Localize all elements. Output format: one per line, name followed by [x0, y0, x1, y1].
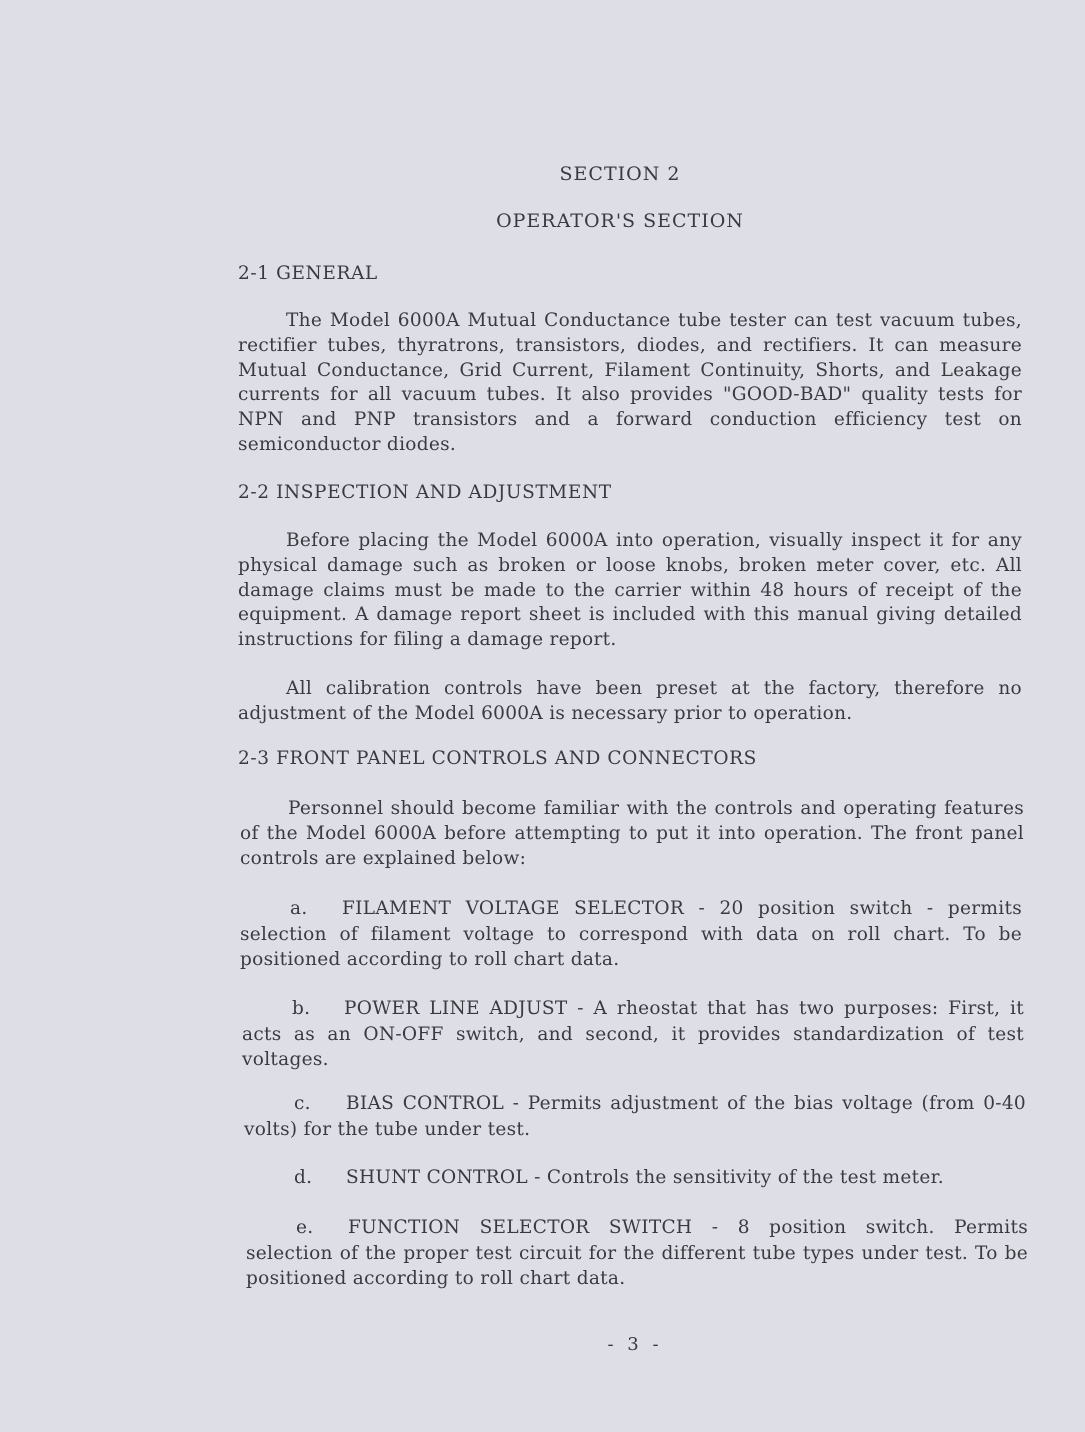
item-label: a. [290, 898, 308, 919]
item-text: BIAS CONTROL - Permits adjustment of the bias voltage (from 0-40 volts) for the tube under test. [244, 1093, 1026, 1140]
list-item [244, 1091, 1026, 1142]
list-item [240, 896, 1022, 973]
item-label: e. [296, 1217, 314, 1238]
item-label: d. [294, 1167, 313, 1188]
paragraph-calibration: All calibration controls have been preset at the factory, therefore no adjustment of the Model 6000A is necessary prior to operation. [238, 678, 1022, 724]
page-number: - 3 - [607, 1334, 663, 1355]
list-item [246, 1215, 1028, 1292]
list-item [242, 996, 1024, 1073]
section-subtitle: OPERATOR'S SECTION [496, 210, 744, 232]
item-text: SHUNT CONTROL - Controls the sensitivity of the test meter. [346, 1167, 944, 1188]
list-item [244, 1165, 1026, 1191]
heading-inspection: 2-2 INSPECTION AND ADJUSTMENT [238, 482, 612, 503]
item-label: c. [294, 1093, 311, 1114]
item-label: b. [292, 998, 311, 1019]
item-text: FILAMENT VOLTAGE SELECTOR - 20 position switch - permits selection of filament voltage to correspond with data on roll chart. To be positioned according to roll chart data. [240, 898, 1022, 970]
heading-controls: 2-3 FRONT PANEL CONTROLS AND CONNECTORS [238, 748, 757, 769]
heading-general: 2-1 GENERAL [238, 263, 378, 284]
item-text: POWER LINE ADJUST - A rheostat that has two purposes: First, it acts as an ON-OFF switch, and second, it provides standardization of test voltages. [242, 998, 1024, 1070]
item-text: FUNCTION SELECTOR SWITCH - 8 position switch. Permits selection of the proper test circuit for the different tube types under test. To be positioned according to roll chart data. [246, 1217, 1028, 1289]
paragraph-general: The Model 6000A Mutual Conductance tube tester can test vacuum tubes, rectifier tubes, thyratrons, transistors, diodes, and rectifiers. It can measure Mutual Conductance, Grid Current, Filament Continuity, Shorts, and Leakage currents for all vacuum tubes. It also provides "GOOD-BAD" quality tests for NPN and PNP transistors and a forward conduction efficiency test on semiconductor diodes. [238, 310, 1022, 455]
paragraph-inspection: Before placing the Model 6000A into operation, visually inspect it for any physical damage such as broken or loose knobs, broken meter cover, etc. All damage claims must be made to the carrier within 48 hours of receipt of the equipment. A damage report sheet is included with this manual giving detailed instructions for filing a damage report. [238, 530, 1022, 651]
section-title: SECTION 2 [559, 163, 681, 185]
paragraph-controls-intro: Personnel should become familiar with the controls and operating features of the Model 6000A before attempting to put it into operation. The front panel controls are explained below: [240, 798, 1024, 869]
